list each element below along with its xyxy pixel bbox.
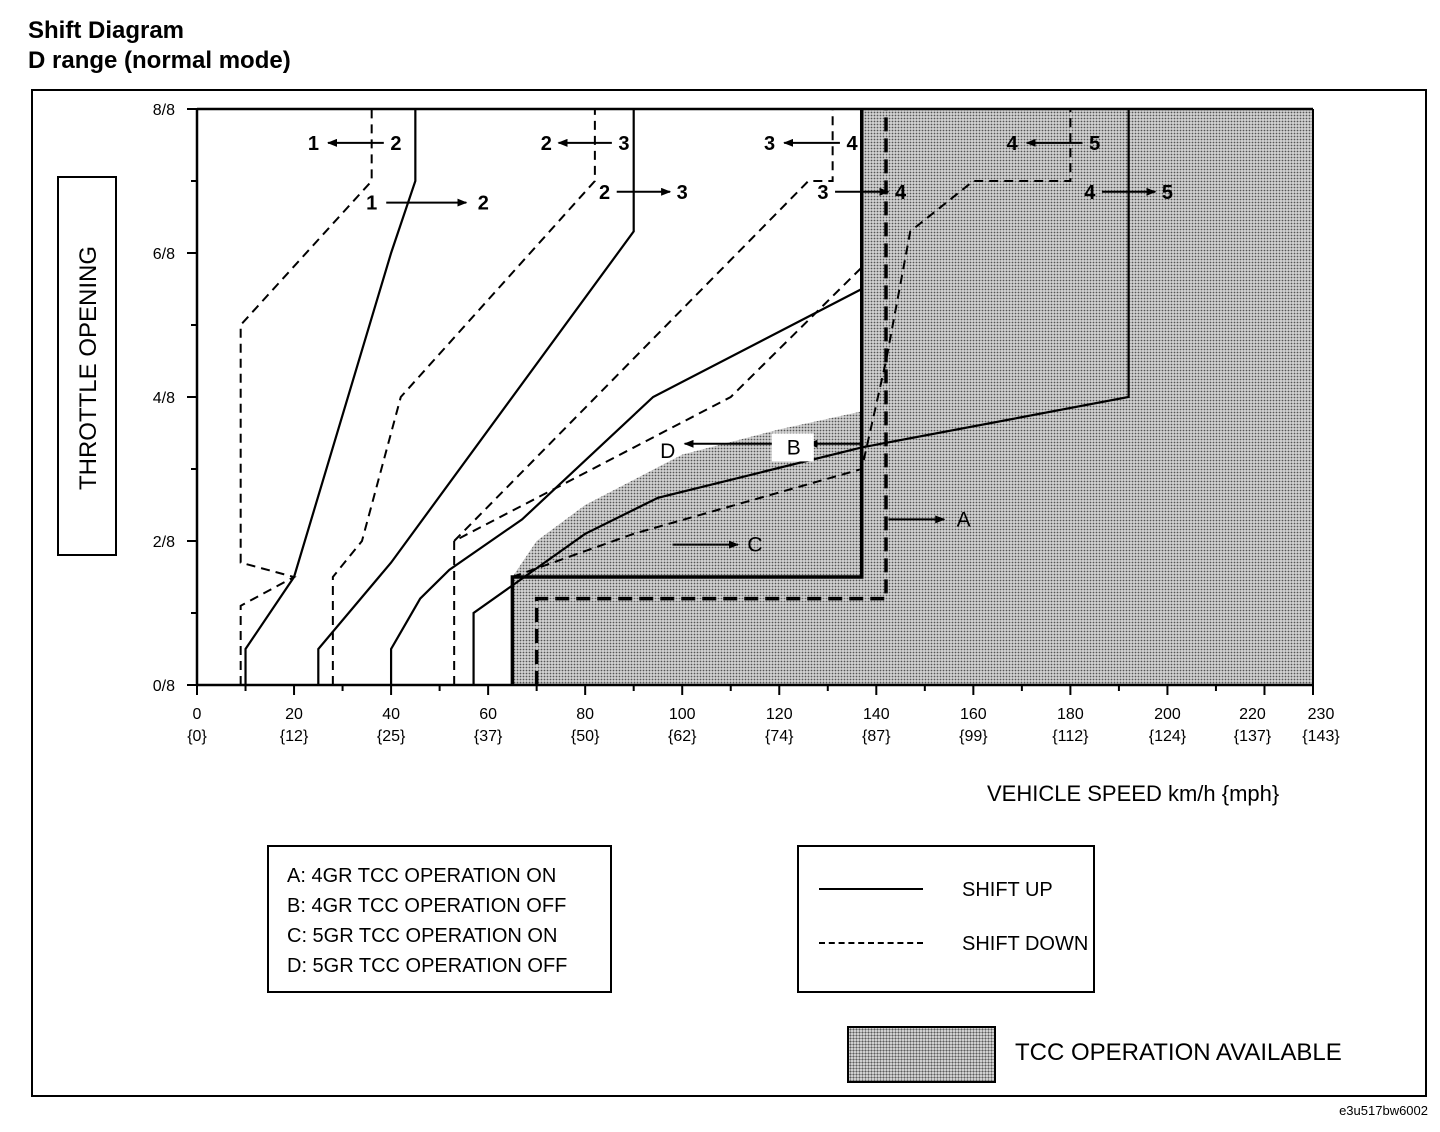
shift-label-9: 4: [846, 132, 858, 155]
shift-up-line-sample: [819, 888, 923, 890]
shift-label-18: C: [747, 533, 763, 557]
x-tick-mph-120: {74}: [765, 728, 794, 745]
x-tick-label-20: 20: [285, 706, 303, 723]
x-tick-label-180: 180: [1057, 706, 1084, 723]
x-tick-mph-160: {99}: [959, 728, 988, 745]
shift-up-label: SHIFT UP: [962, 879, 1053, 901]
series-line-1: [241, 109, 372, 685]
shift-label-13: 5: [1089, 132, 1101, 155]
x-tick-label-200: 200: [1154, 706, 1181, 723]
x-tick-mph-0: {0}: [187, 728, 207, 745]
shift-label-2: 1: [366, 192, 378, 215]
y-axis-label: THROTTLE OPENING: [75, 245, 102, 491]
x-tick-mph-220: {137}: [1233, 728, 1272, 745]
tcc-legend-box: [267, 845, 612, 993]
x-tick-mph-180: {112}: [1052, 728, 1089, 745]
shift-label-14: 4: [1084, 181, 1096, 204]
x-tick-label-120: 120: [765, 706, 793, 723]
shift-label-11: 4: [895, 181, 907, 204]
shift-label-8: 3: [763, 132, 776, 155]
x-tick-label-80: 80: [576, 706, 595, 723]
x-tick-label-0: 0: [192, 706, 202, 723]
x-tick-label-40: 40: [382, 706, 400, 723]
x-tick-mph-60: {37}: [473, 728, 503, 745]
tcc-area-label: TCC OPERATION AVAILABLE: [1015, 1039, 1342, 1066]
shift-label-7: 3: [676, 181, 688, 204]
legend-item-b: B: 4GR TCC OPERATION OFF: [287, 895, 567, 917]
y-tick-label-4: 4/8: [152, 390, 175, 407]
y-tick-label-2: 2/8: [152, 534, 175, 551]
y-tick-label-0: 0/8: [152, 678, 175, 695]
chart-subtitle: D range (normal mode): [28, 47, 291, 74]
x-tick-mph-20: {12}: [279, 728, 309, 745]
shift-label-17: B: [786, 436, 801, 460]
shift-label-16: A: [956, 508, 971, 532]
x-tick-label-160: 160: [959, 706, 987, 723]
chart-title: Shift Diagram: [28, 17, 185, 44]
x-tick-label-220: 220: [1239, 706, 1266, 723]
legend-item-c: C: 5GR TCC OPERATION ON: [287, 925, 558, 947]
x-tick-mph-40: {25}: [376, 728, 406, 745]
y-tick-label-8: 8/8: [152, 102, 175, 119]
shift-label-15: 5: [1161, 181, 1173, 204]
shift-label-3: 2: [477, 192, 489, 215]
shift-label-10: 3: [817, 181, 829, 204]
shift-down-line-sample: [819, 942, 923, 944]
x-tick-mph-80: {50}: [570, 728, 600, 745]
x-tick-mph-140: {87}: [862, 728, 891, 745]
shift-label-12: 4: [1006, 132, 1018, 155]
tcc-area-swatch: [847, 1026, 996, 1083]
y-tick-label-6: 6/8: [152, 246, 175, 263]
legend-item-d: D: 5GR TCC OPERATION OFF: [287, 955, 568, 977]
series-line-0: [246, 109, 416, 685]
figure-id: e3u517bw6002: [1339, 1103, 1428, 1118]
legend-item-a: A: 4GR TCC OPERATION ON: [287, 865, 557, 887]
x-tick-label-140: 140: [862, 706, 890, 723]
shift-label-19: D: [660, 440, 676, 463]
shift-down-label: SHIFT DOWN: [962, 933, 1089, 955]
shift-label-0: 1: [307, 132, 320, 155]
x-tick-mph-200: {124}: [1148, 728, 1187, 745]
shift-label-6: 2: [599, 181, 611, 204]
x-axis-label: VEHICLE SPEED km/h {mph}: [987, 781, 1280, 806]
line-style-legend-box: [797, 845, 1095, 993]
x-tick-mph-230: {143}: [1302, 728, 1340, 745]
shift-label-4: 2: [540, 132, 552, 155]
shift-label-5: 3: [618, 132, 630, 155]
x-tick-label-60: 60: [479, 706, 498, 723]
tcc-region-0: [512, 109, 1313, 685]
x-tick-mph-100: {62}: [667, 728, 697, 745]
shift-label-1: 2: [390, 132, 402, 155]
x-tick-label-100: 100: [668, 706, 696, 723]
series-line-9: [537, 109, 886, 685]
x-tick-label-230: 230: [1307, 706, 1335, 723]
